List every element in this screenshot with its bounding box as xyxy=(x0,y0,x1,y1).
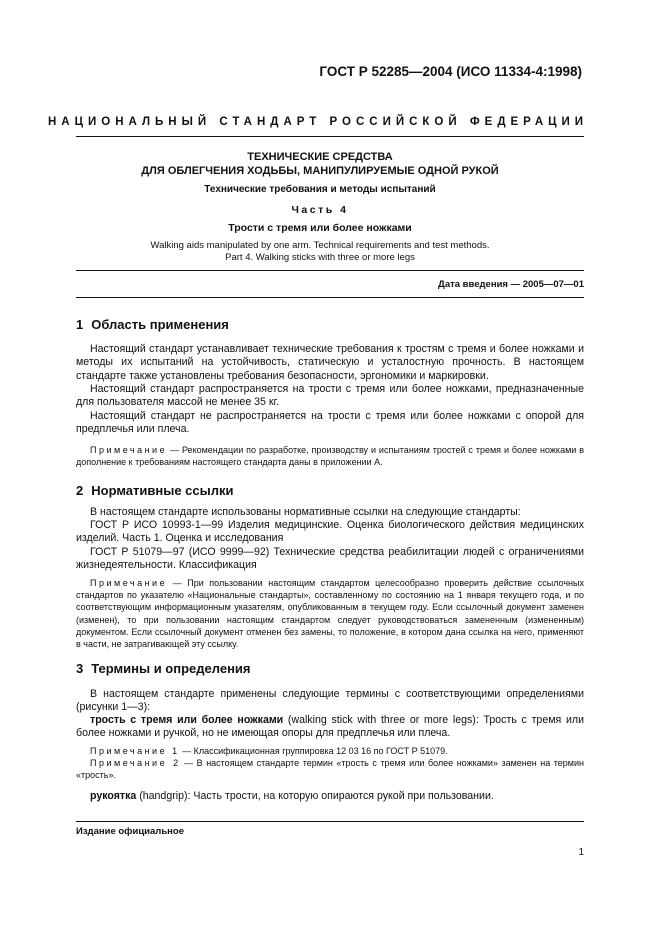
section-2-heading xyxy=(76,483,233,498)
term-definition-handgrip: рукоятка (handgrip): Часть трости, на которую опираются рукой при пользовании. xyxy=(90,790,494,802)
section-title: Нормативные ссылки xyxy=(91,483,234,498)
section-2-reference-2: ГОСТ Р 51079—97 (ИСО 9999—92) Технические средства реабилитации людей с ограничениями жизнедеятельности. Классификация xyxy=(76,546,584,572)
part-label: Часть 4 xyxy=(291,204,349,216)
title-divider xyxy=(76,270,584,271)
section-3-paragraph-1: В настоящем стандарте применены следующие термины с соответствующими определениями (рисунки 1—3): xyxy=(76,688,584,714)
official-edition-label: Издание официальное xyxy=(76,826,184,837)
date-divider xyxy=(76,297,584,298)
section-title: Область применения xyxy=(91,317,229,332)
subtitle: Технические требования и методы испытаний xyxy=(204,184,436,195)
section-3-heading xyxy=(76,661,251,676)
introduction-date: Дата введения — 2005—07—01 xyxy=(438,279,584,290)
section-1-heading xyxy=(76,317,229,332)
section-number: 2 xyxy=(76,483,84,498)
english-title-line-1: Walking aids manipulated by one arm. Technical requirements and test methods. xyxy=(150,240,490,251)
section-2-reference-1: ГОСТ Р ИСО 10993-1—99 Изделия медицинские. Оценка биологического действия медицинских изделий. Часть 1. Оценка и исследования xyxy=(76,519,584,545)
section-3-note-2: Примечание 2 — В настоящем стандарте термин «трость с тремя или более ножками» заменен на термин «трость». xyxy=(76,758,584,781)
section-1-paragraph-3: Настоящий стандарт не распространяется на трости с тремя или более ножками с опорой для предплечья или плеча. xyxy=(76,410,584,436)
document-code: ГОСТ Р 52285—2004 (ИСО 11334-4:1998) xyxy=(319,64,582,79)
section-3-note-1: Примечание 1 — Классификационная группировка 12 03 16 по ГОСТ Р 51079. xyxy=(90,746,448,756)
part-title: Трости с тремя или более ножками xyxy=(228,222,412,234)
section-2-note: Примечание — При пользовании настоящим стандартом целесообразно проверить действие ссылочных стандартов по указателю «Национальные стандарты», составленному по состоянию на 1 января текущего года, и по соответствующим информационным указателям, опубликованным в текущем году. Если ссылочный документ заменен (изменен), то при пользовании настоящим стандартом следует руководствоваться замененным (измененным) документом. Если ссылочный документ отменен без замены, то положение, в котором дана ссылка на него, применяют в части, не затрагивающей эту ссылку. xyxy=(76,578,584,650)
section-1-paragraph-1: Настоящий стандарт устанавливает технические требования к тростям с тремя и более ножками и методы их испытаний на устойчивость, статическую и усталостную прочность. В настоящем стандарте также установлены требования безопасности, эргономики и маркировки. xyxy=(76,343,584,382)
section-number: 3 xyxy=(76,661,84,676)
section-2-paragraph-1: В настоящем стандарте использованы нормативные ссылки на следующие стандарты: xyxy=(90,506,521,518)
national-standard-banner: НАЦИОНАЛЬНЫЙ СТАНДАРТ РОССИЙСКОЙ ФЕДЕРАЦИИ xyxy=(48,116,589,128)
term-definition-stick: трость с тремя или более ножками (walking stick with three or more legs): Трость с тремя или более ножками и ручкой, но не имеющая опоры для предплечья или плеча. xyxy=(76,714,584,740)
footer-divider xyxy=(76,821,584,822)
section-title: Термины и определения xyxy=(91,661,251,676)
page-number: 1 xyxy=(578,847,584,858)
section-1-note: Примечание — Рекомендации по разработке, производству и испытаниям тростей с тремя и более ножками в дополнение к требованиям настоящего стандарта даны в приложении А. xyxy=(76,445,584,468)
english-title-line-2: Part 4. Walking sticks with three or more legs xyxy=(225,252,415,263)
title-line-2: ДЛЯ ОБЛЕГЧЕНИЯ ХОДЬБЫ, МАНИПУЛИРУЕМЫЕ ОДНОЙ РУКОЙ xyxy=(141,165,499,177)
section-1-paragraph-2: Настоящий стандарт распространяется на трости с тремя или более ножками, предназначенные для пользователя массой не менее 35 кг. xyxy=(76,383,584,409)
top-divider xyxy=(76,136,584,137)
section-number: 1 xyxy=(76,317,84,332)
title-line-1: ТЕХНИЧЕСКИЕ СРЕДСТВА xyxy=(247,151,393,163)
